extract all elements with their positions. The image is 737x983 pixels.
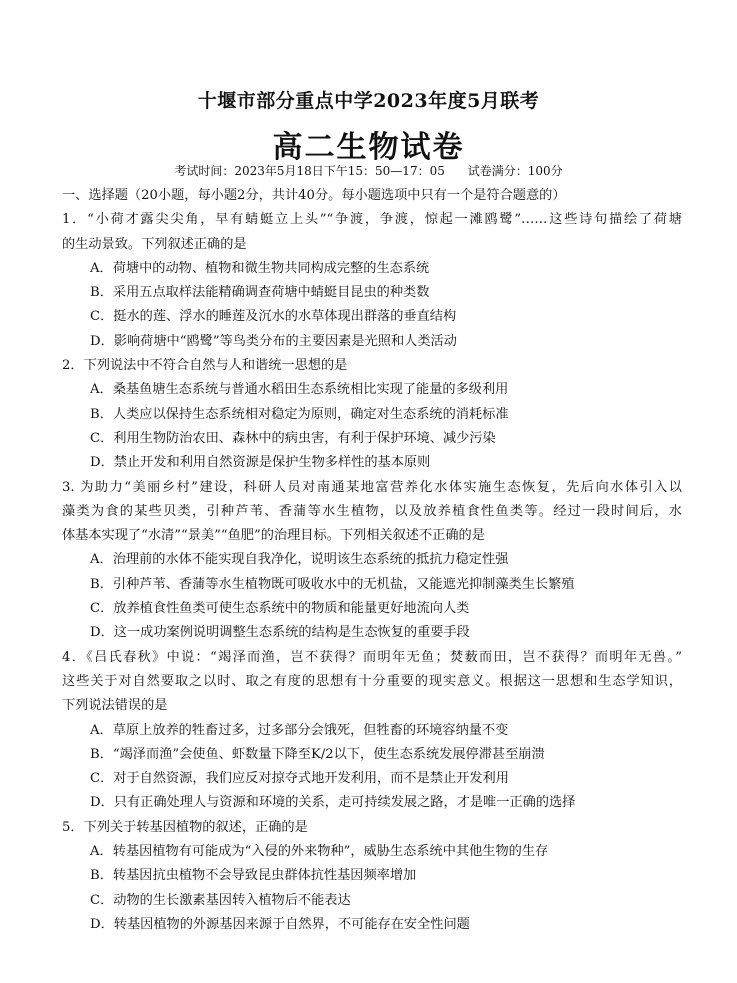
option-b: B．人类应以保持生态系统相对稳定为原则，确定对生态系统的消耗标准 bbox=[90, 406, 509, 422]
question-stem-line: 3. 为助力“美丽乡村”建设，科研人员对南通某地富营养化水体实施生态恢复，先后向水体引入以 bbox=[62, 479, 682, 495]
question-stem-line: 藻类为食的某些贝类，引种芦苇、香蒲等水生植物，以及放养植食性鱼类等。经过一段时间后，水 bbox=[62, 503, 682, 519]
question-2 bbox=[62, 354, 682, 475]
exam-content bbox=[62, 184, 682, 937]
option-d: D．转基因植物的外源基因来源于自然界，不可能存在安全性问题 bbox=[90, 916, 470, 932]
full-score: 试卷满分：100分 bbox=[467, 164, 563, 178]
option-b: B．引种芦苇、香蒲等水生植物既可吸收水中的无机盐，又能遮光抑制藻类生长繁殖 bbox=[90, 576, 575, 592]
question-stem-line: 1．“小荷才露尖尖角，早有蜻蜓立上头”“争渡，争渡，惊起一滩鸥鹭”……这些诗句描绘了荷塘 bbox=[62, 212, 682, 228]
question-stem-line: 5．下列关于转基因植物的叙述，正确的是 bbox=[62, 819, 308, 835]
question-3 bbox=[62, 476, 682, 646]
option-c: C．放养植食性鱼类可使生态系统中的物质和能量更好地流向人类 bbox=[90, 601, 470, 617]
option-b: B．“竭泽而渔”会使鱼、虾数量下降至K/2以下，使生态系统发展停滞甚至崩溃 bbox=[90, 746, 545, 762]
exam-info bbox=[0, 162, 737, 179]
question-stem-line: 2．下列说法中不符合自然与人和谐统一思想的是 bbox=[62, 358, 348, 374]
option-a: A．荷塘中的动物、植物和微生物共同构成完整的生态系统 bbox=[90, 260, 430, 276]
option-d: D．影响荷塘中“鸥鹭”等鸟类分布的主要因素是光照和人类活动 bbox=[90, 333, 457, 349]
option-c: C．挺水的莲、浮水的睡莲及沉水的水草体现出群落的垂直结构 bbox=[90, 309, 457, 325]
option-b: B．转基因抗虫植物不会导致昆虫群体抗性基因频率增加 bbox=[90, 868, 417, 884]
option-a: A．桑基鱼塘生态系统与普通水稻田生态系统相比实现了能量的多级利用 bbox=[90, 382, 509, 398]
question-stem-line: 体基本实现了“水清”“景美”“鱼肥”的治理目标。下列相关叙述不正确的是 bbox=[62, 528, 485, 544]
question-4 bbox=[62, 646, 682, 816]
option-d: D．这一成功案例说明调整生态系统的结构是生态恢复的重要手段 bbox=[90, 625, 470, 641]
question-stem-line: 下列说法错误的是 bbox=[62, 698, 168, 714]
option-c: C．对于自然资源，我们应反对掠夺式地开发利用，而不是禁止开发利用 bbox=[90, 771, 509, 787]
option-d: D．禁止开发和利用自然资源是保护生物多样性的基本原则 bbox=[90, 455, 431, 471]
exam-title: 十堰市部分重点中学2023年度5月联考 bbox=[197, 90, 540, 112]
option-a: A．转基因植物有可能成为“入侵的外来物种”，威胁生态系统中其他生物的生存 bbox=[90, 844, 549, 860]
option-b: B．采用五点取样法能精确调查荷塘中蜻蜓目昆虫的种类数 bbox=[90, 285, 430, 301]
question-stem-line: 4．《吕氏春秋》中说：“竭泽而渔，岂不获得？而明年无鱼；焚薮而田，岂不获得？而明年无兽。” bbox=[62, 649, 682, 665]
question-1 bbox=[62, 208, 682, 354]
option-a: A．治理前的水体不能实现自我净化，说明该生态系统的抵抗力稳定性强 bbox=[90, 552, 509, 568]
question-stem-line: 这些关于对自然要取之以时、取之有度的思想有十分重要的现实意义。根据这一思想和生态学知识， bbox=[62, 673, 682, 689]
option-c: C．利用生物防治农田、森林中的病虫害，有利于保护环境、减少污染 bbox=[90, 430, 496, 446]
section-heading: 一、选择题（20小题，每小题2分，共计40分。每小题选项中只有一个是符合题意的） bbox=[62, 188, 566, 203]
exam-subject-title: 高二生物试卷 bbox=[272, 130, 465, 165]
option-d: D．只有正确处理人与资源和环境的关系，走可持续发展之路，才是唯一正确的选择 bbox=[90, 795, 576, 811]
question-5 bbox=[62, 816, 682, 937]
exam-time: 考试时间：2023年5月18日下午15：50—17：05 bbox=[174, 164, 445, 178]
question-stem-line: 的生动景致。下列叙述正确的是 bbox=[62, 236, 247, 252]
option-a: A．草原上放养的牲畜过多，过多部分会饿死，但牲畜的环境容纳量不变 bbox=[90, 722, 509, 738]
option-c: C．动物的生长激素基因转入植物后不能表达 bbox=[90, 892, 351, 908]
